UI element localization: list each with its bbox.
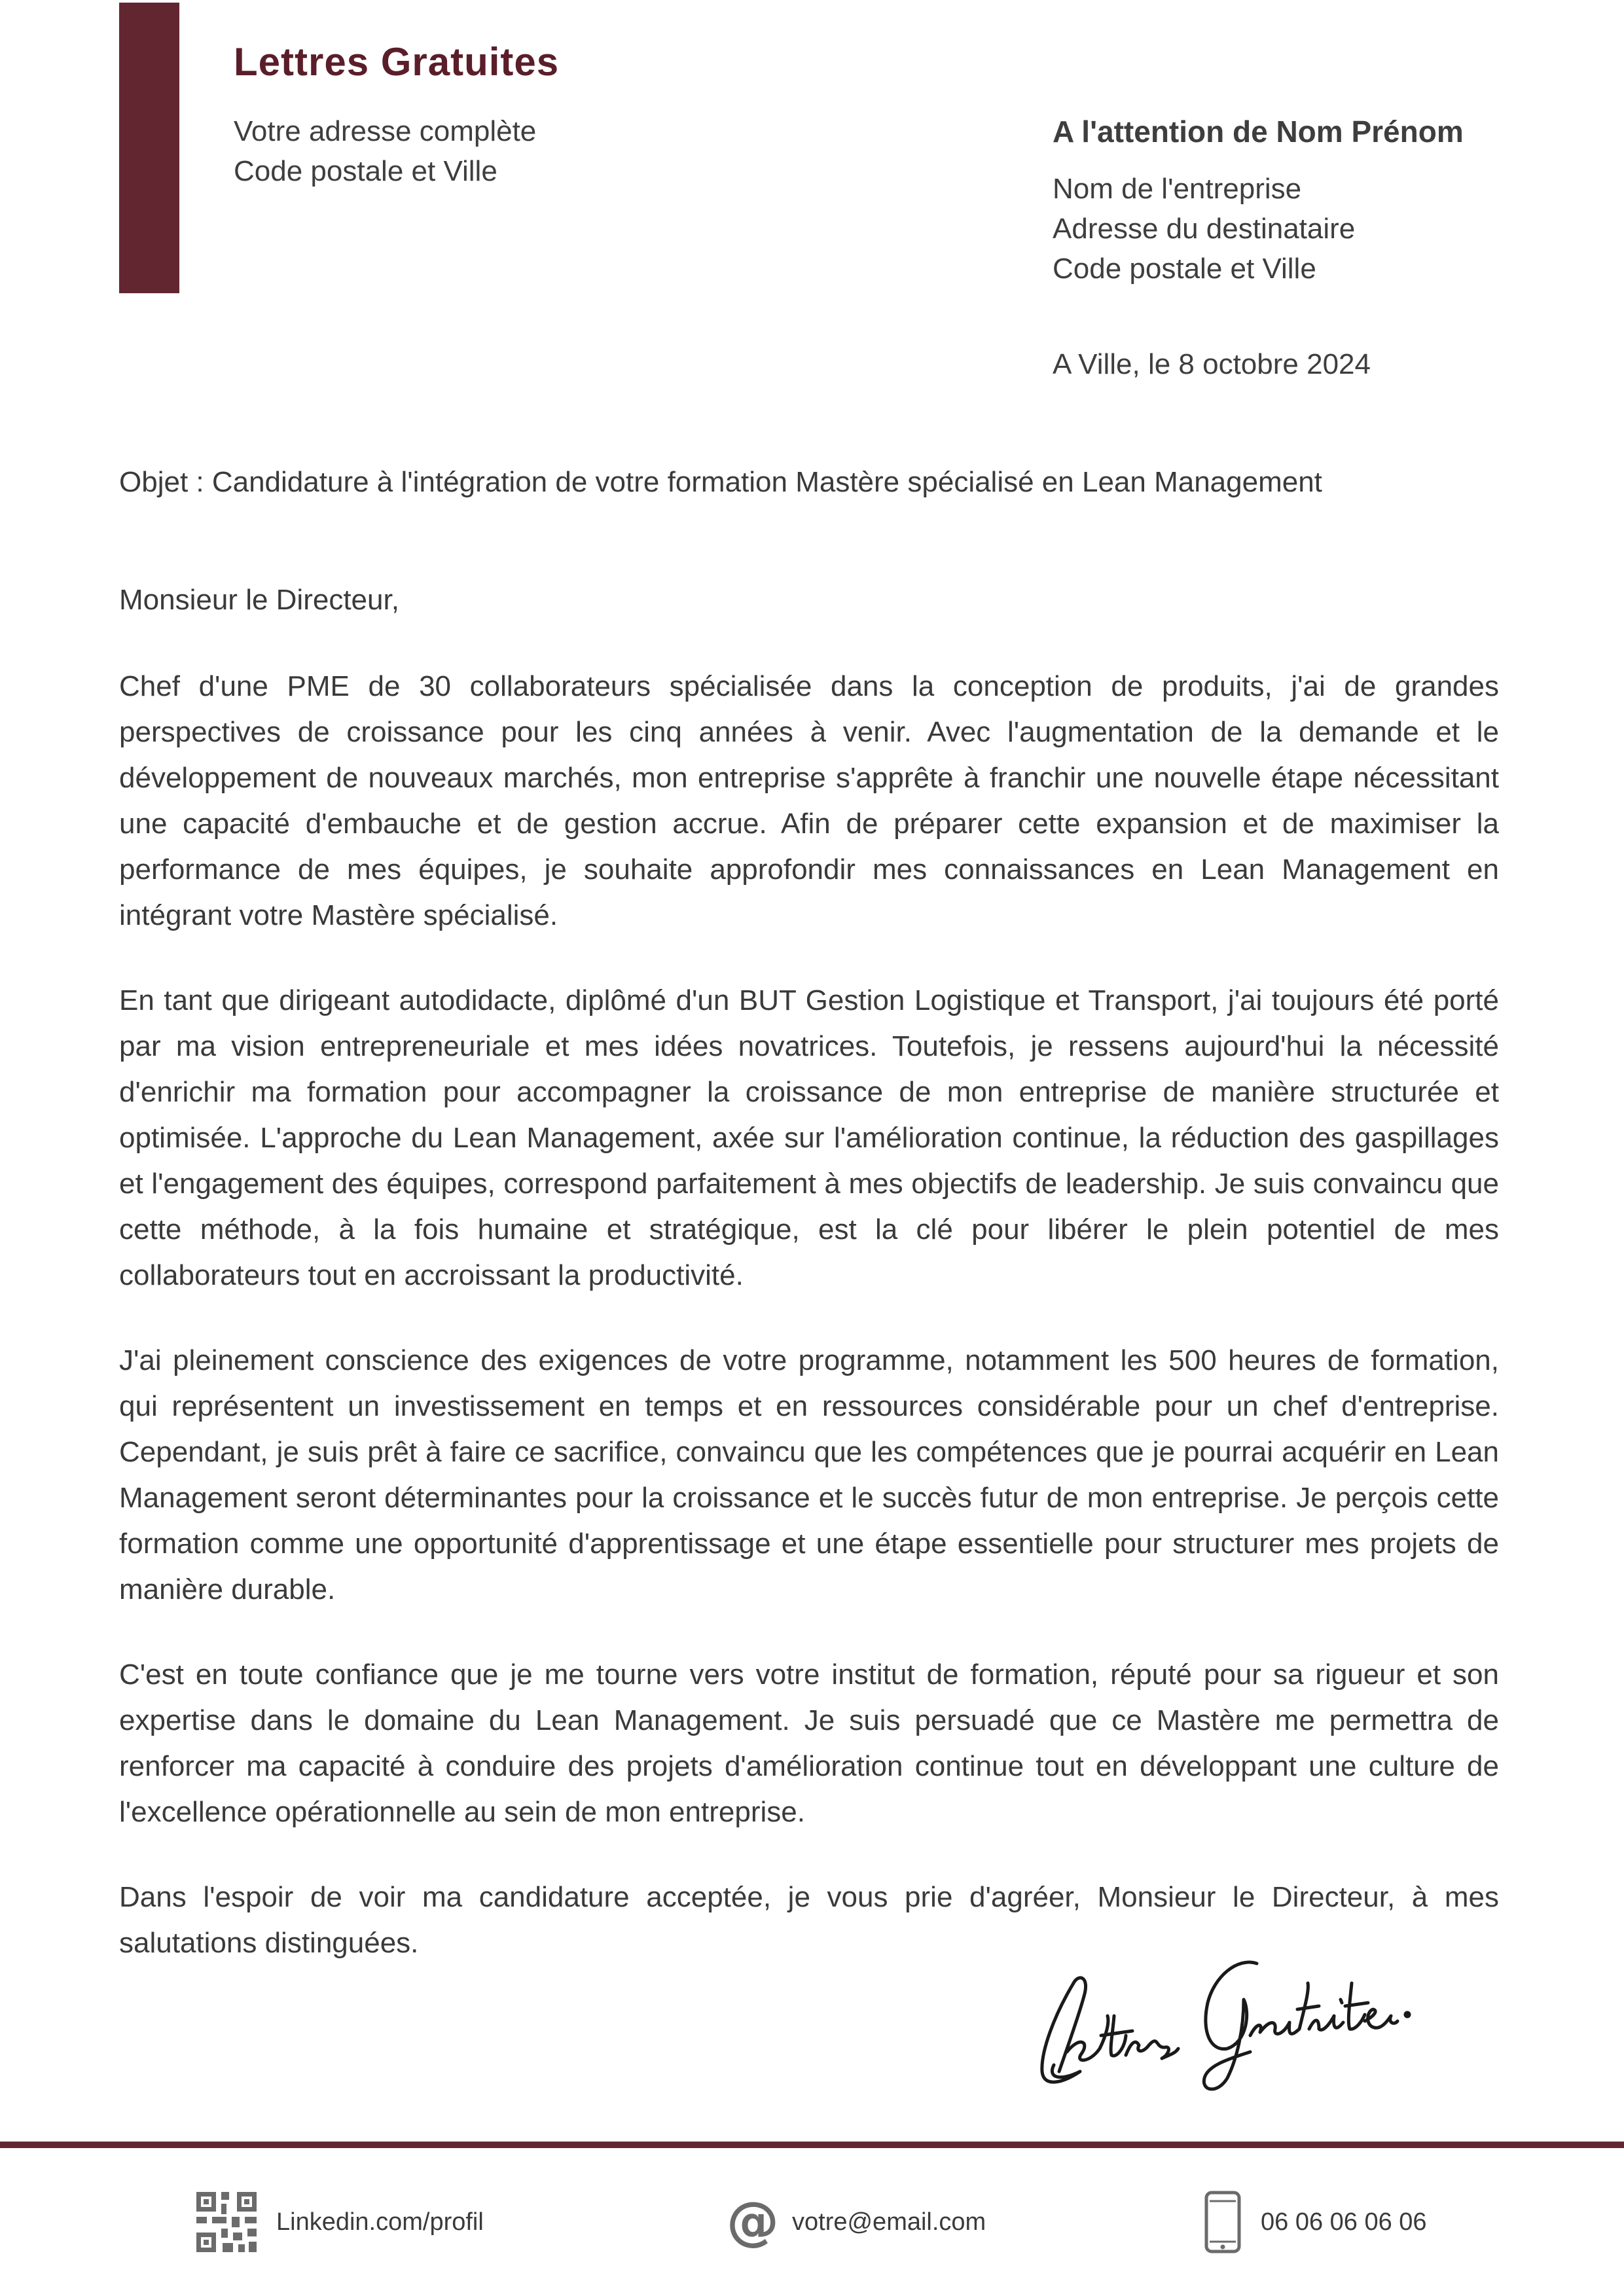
- body-paragraph: Dans l'espoir de voir ma candidature acceptée, je vous prie d'agréer, Monsieur le Directeur, à mes salutations distinguées.: [119, 1881, 1499, 1959]
- sender-name: Lettres Gratuites: [234, 40, 560, 84]
- sidebar-accent-bar: [119, 3, 179, 293]
- recipient-attention: A l'attention de Nom Prénom: [1053, 115, 1464, 149]
- at-sign-icon: [727, 2191, 779, 2251]
- letter-salutation: Monsieur le Directeur,: [119, 584, 399, 616]
- letter-date: A Ville, le 8 octobre 2024: [1053, 348, 1371, 380]
- recipient-company: Nom de l'entreprise: [1053, 173, 1302, 205]
- sender-city-line: Code postale et Ville: [234, 155, 497, 187]
- recipient-city: Code postale et Ville: [1053, 253, 1316, 285]
- linkedin-link[interactable]: Linkedin.com/profil: [276, 2208, 484, 2236]
- sender-address-block: [234, 111, 536, 191]
- letter-body: [119, 664, 1499, 2005]
- body-paragraph: Chef d'une PME de 30 collaborateurs spécialisée dans la conception de produits, j'ai de grandes perspectives de croissance pour les cinq années à venir. Avec l'augmentation de la demande et le développement de nouveaux marchés, mon entreprise s'apprête à franchir une nouvelle étape nécessitant une capacité d'embauche et de gestion accrue. Afin de préparer cette expansion et de maximiser la performance de mes équipes, je souhaite approfondir mes connaissances en Lean Management en intégrant votre Mastère spécialisé.: [119, 670, 1499, 931]
- footer-divider: [0, 2142, 1624, 2148]
- phone-number[interactable]: 06 06 06 06 06: [1261, 2208, 1427, 2236]
- svg-text:@: @: [727, 2191, 779, 2251]
- letter-subject: Objet : Candidature à l'intégration de votre formation Mastère spécialisé en Lean Management: [119, 466, 1322, 498]
- body-paragraph: C'est en toute confiance que je me tourne vers votre institut de formation, réputé pour sa rigueur et son expertise dans le domaine du Lean Management. Je suis persuadé que ce Mastère me permettra de renforcer ma capacité à conduire des projets d'amélioration continue tout en développant une culture de l'excellence opérationnelle au sein de mon entreprise.: [119, 1659, 1499, 1828]
- handwritten-signature: [1028, 1937, 1414, 2101]
- footer-phone[interactable]: [1204, 2189, 1427, 2255]
- sender-address-line: Votre adresse complète: [234, 115, 537, 147]
- body-paragraph: En tant que dirigeant autodidacte, diplômé d'un BUT Gestion Logistique et Transport, j'ai toujours été porté par ma vision entrepreneuriale et mes idées novatrices. Toutefois, je ressens aujourd'hui la nécessité d'enrichir ma formation pour accompagner la croissance de mon entreprise de manière structurée et optimisée. L'approche du Lean Management, axée sur l'amélioration continue, la réduction des gaspillages et l'engagement des équipes, correspond parfaitement à mes objectifs de leadership. Je suis convaincu que cette méthode, à la fois humaine et stratégique, est la clé pour libérer le plein potentiel de mes collaborateurs tout en accroissant la productivité.: [119, 984, 1499, 1291]
- body-paragraph: J'ai pleinement conscience des exigences de votre programme, notamment les 500 heures de formation, qui représentent un investissement en temps et en ressources considérable pour un chef d'entreprise. Cependant, je suis prêt à faire ce sacrifice, convaincu que les compétences que je pourrai acquérir en Lean Management seront déterminantes pour la croissance et le succès futur de mon entreprise. Je perçois cette formation comme une opportunité d'apprentissage et une étape essentielle pour structurer mes projets de manière durable.: [119, 1344, 1499, 1605]
- qr-code-icon: [196, 2192, 257, 2252]
- recipient-address-block: [1053, 169, 1355, 289]
- smartphone-icon: [1204, 2191, 1241, 2253]
- footer-email[interactable]: [727, 2189, 986, 2255]
- recipient-address: Adresse du destinataire: [1053, 213, 1356, 245]
- email-link[interactable]: votre@email.com: [792, 2208, 986, 2236]
- footer-linkedin[interactable]: [196, 2189, 484, 2255]
